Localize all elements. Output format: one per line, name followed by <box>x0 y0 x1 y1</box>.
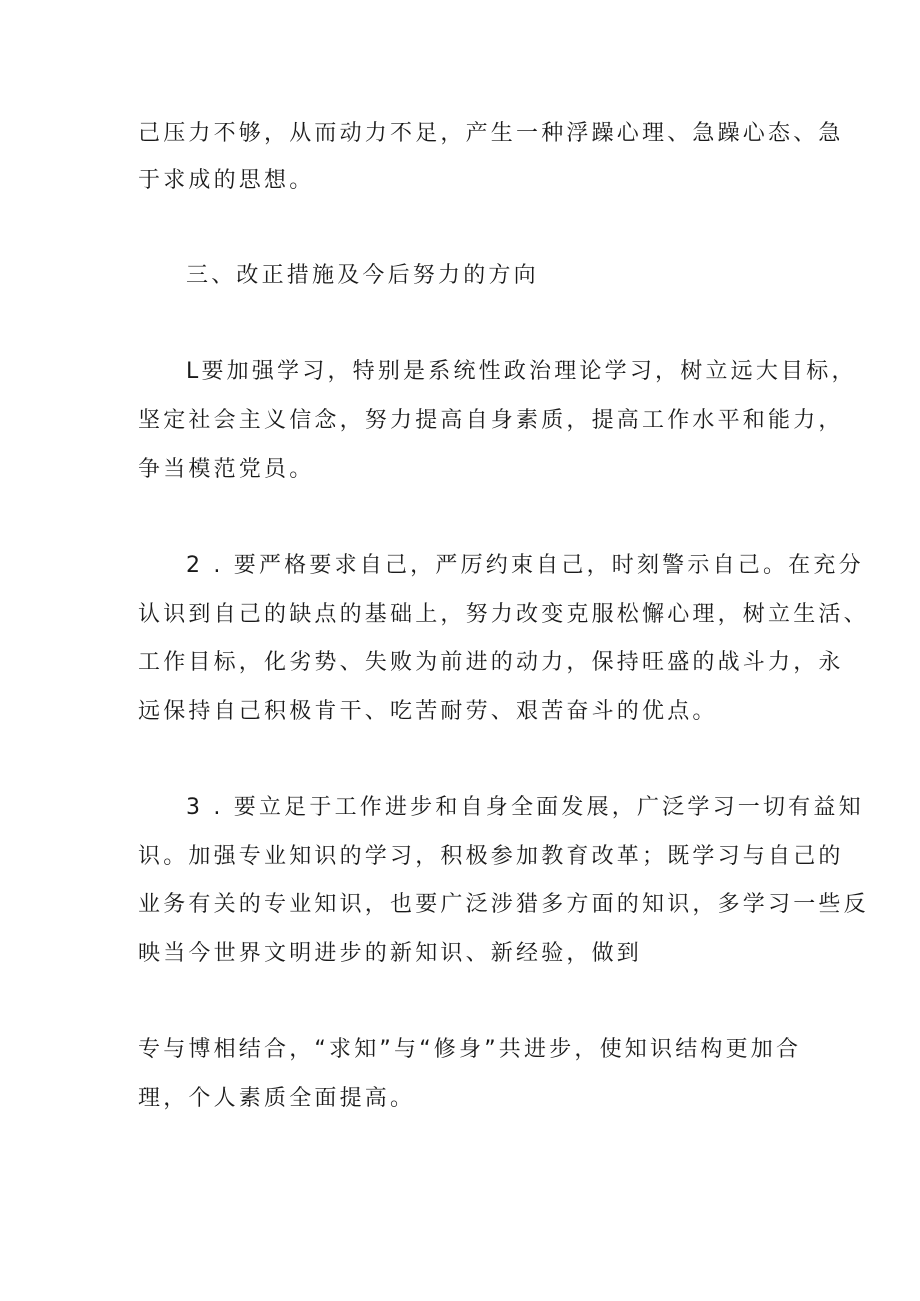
text-line: 映当今世界文明进步的新知识、新经验，做到 <box>138 941 643 966</box>
text-line: 坚定社会主义信念，努力提高自身素质，提高工作水平和能力， <box>138 408 844 433</box>
text-line: 远保持自己积极肯干、吃苦耐劳、艰苦奋斗的优点。 <box>138 699 718 724</box>
text-line: 于求成的思想。 <box>138 168 315 193</box>
text-line: 识。加强专业知识的学习，积极参加教育改革；既学习与自己的 <box>138 844 844 869</box>
text-line: 工作目标，化劣势、失败为前进的动力，保持旺盛的战斗力，永 <box>138 650 844 675</box>
text-line: 2 . 要严格要求自己，严厉约束自己，时刻警示自己。在充分 <box>186 553 864 578</box>
text-line: 争当模范党员。 <box>138 457 315 482</box>
text-line: 专与博相结合，“求知”与“修身”共进步，使知识结构更加合 <box>138 1037 802 1062</box>
text-line: 认识到自己的缺点的基础上，努力改变克服松懈心理，树立生活、 <box>138 602 869 627</box>
section-heading: 三、改正措施及今后努力的方向 <box>186 263 539 288</box>
text-line: 3 . 要立足于工作进步和自身全面发展，广泛学习一切有益知 <box>186 795 864 820</box>
text-line: 己压力不够，从而动力不足，产生一种浮躁心理、急躁心态、急 <box>138 121 844 146</box>
text-line: 业务有关的专业知识，也要广泛涉猎多方面的知识，多学习一些反 <box>138 892 869 917</box>
text-line: L要加强学习，特别是系统性政治理论学习，树立远大目标， <box>186 359 857 384</box>
text-line: 理，个人素质全面提高。 <box>138 1086 416 1111</box>
